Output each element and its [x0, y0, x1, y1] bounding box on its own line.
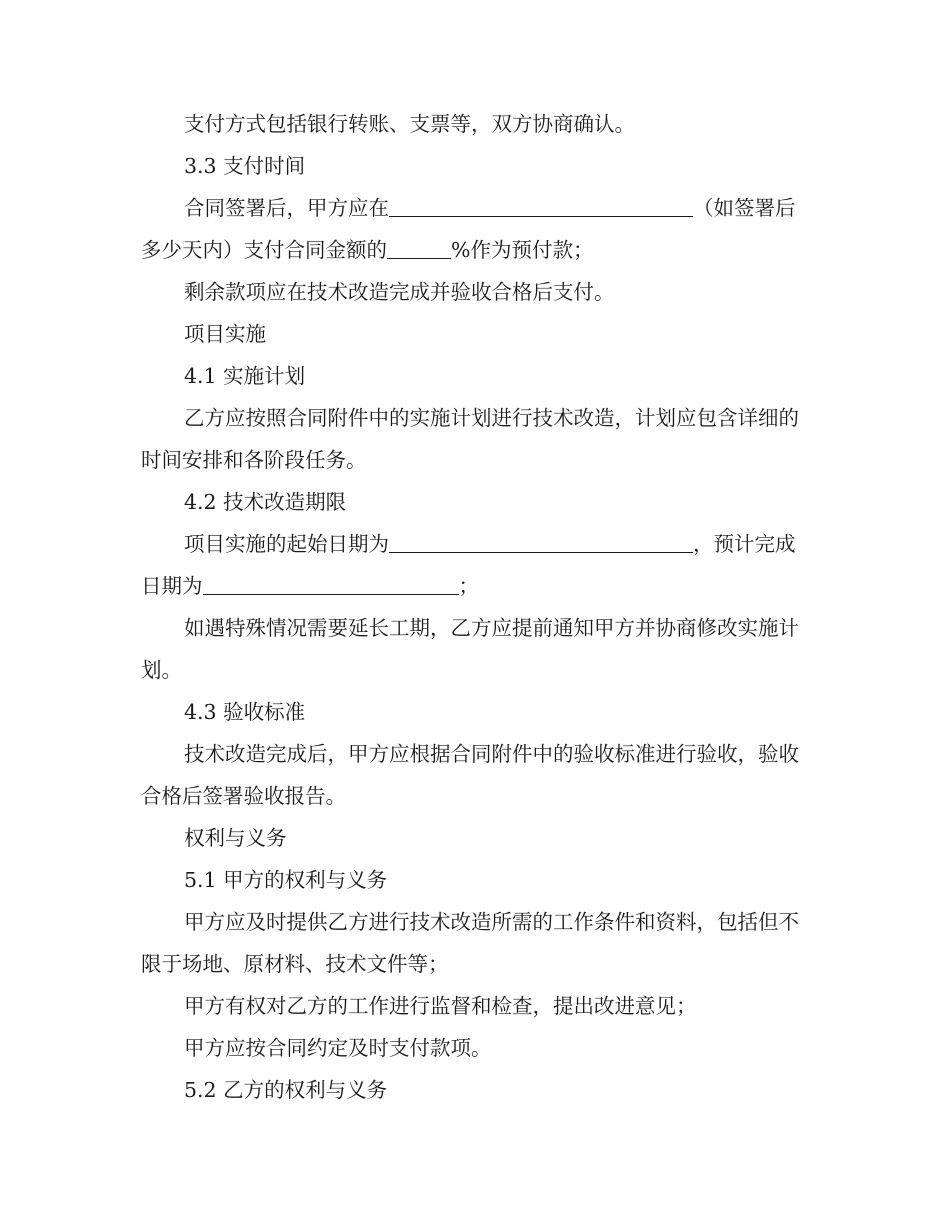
- text-segment: %作为预付款；: [451, 238, 594, 262]
- text-segment: ，预计完成日期为: [141, 532, 796, 598]
- paragraph-implementation-plan: 乙方应按照合同附件中的实施计划进行技术改造，计划应包含详细的时间安排和各阶段任务。: [141, 406, 799, 472]
- heading-rights-obligations: 权利与义务: [184, 826, 287, 850]
- text-segment: 合同签署后，甲方应在: [184, 196, 389, 220]
- heading-3-3-payment-time: 3.3 支付时间: [184, 154, 306, 178]
- text-segment: 项目实施的起始日期为: [184, 532, 389, 556]
- document-body: [141, 103, 801, 1111]
- text-segment: ；: [458, 574, 479, 598]
- heading-project-implementation: 项目实施: [184, 322, 266, 346]
- paragraph-remaining-payment: 剩余款项应在技术改造完成并验收合格后支付。: [184, 280, 615, 304]
- paragraph-advance-payment: [141, 187, 801, 271]
- paragraph-party-a-provide: 甲方应及时提供乙方进行技术改造所需的工作条件和资料，包括但不限于场地、原材料、技术文件等；: [141, 910, 799, 976]
- paragraph-payment-method: 支付方式包括银行转账、支票等，双方协商确认。: [184, 112, 635, 136]
- heading-4-3-acceptance: 4.3 验收标准: [184, 700, 306, 724]
- heading-5-2-party-b: 5.2 乙方的权利与义务: [184, 1078, 388, 1102]
- text-segment: （如签署后多少天内）支付合同金额的: [141, 196, 796, 262]
- paragraph-party-a-supervise: 甲方有权对乙方的工作进行监督和检查，提出改进意见；: [184, 994, 697, 1018]
- paragraph-extension: 如遇特殊情况需要延长工期，乙方应提前通知甲方并协商修改实施计划。: [141, 616, 799, 682]
- heading-4-2-period: 4.2 技术改造期限: [184, 490, 347, 514]
- paragraph-acceptance: 技术改造完成后，甲方应根据合同附件中的验收标准进行验收，验收合格后签署验收报告。: [141, 742, 799, 808]
- heading-4-1-plan: 4.1 实施计划: [184, 364, 306, 388]
- fill-blank-start-date[interactable]: [389, 530, 693, 553]
- fill-blank-percent[interactable]: [387, 236, 451, 259]
- paragraph-project-dates: [141, 523, 801, 607]
- heading-5-1-party-a: 5.1 甲方的权利与义务: [184, 868, 388, 892]
- fill-blank-end-date[interactable]: [203, 572, 459, 595]
- paragraph-party-a-pay: 甲方应按合同约定及时支付款项。: [184, 1036, 492, 1060]
- fill-blank-days[interactable]: [389, 194, 693, 217]
